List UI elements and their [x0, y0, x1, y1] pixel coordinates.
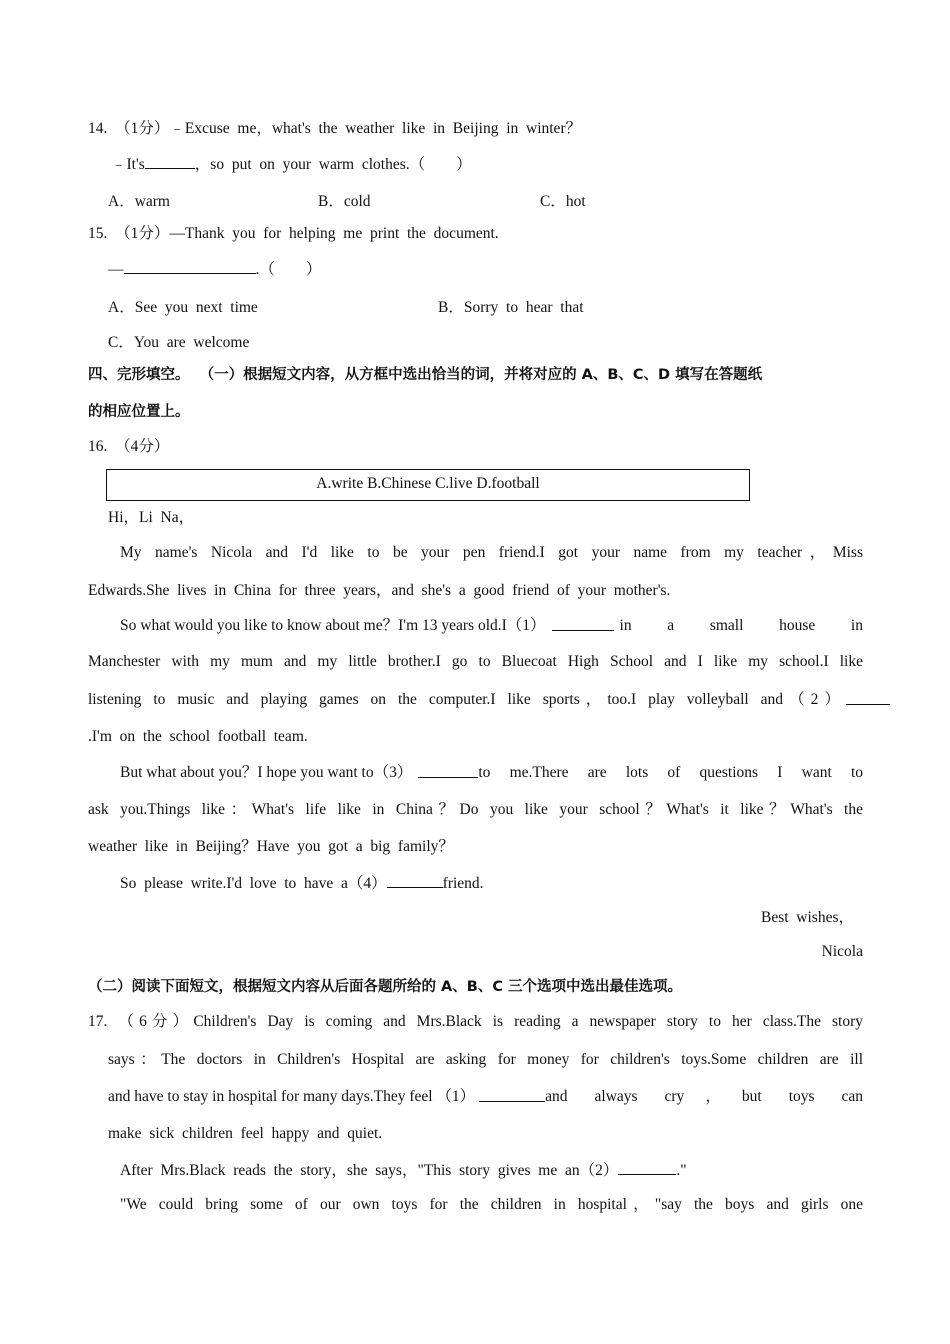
- q14-blank: [145, 154, 195, 169]
- letter-p2-line2: Manchester with my mum and my little brother.I go to Bluecoat High School and I like my school.I like: [88, 653, 863, 670]
- q14-response-suffix: ，so put on your warm clothes.（ ）: [194, 156, 472, 173]
- q15-response-suffix: .（ ）: [255, 261, 322, 278]
- q14-option-c: C．hot: [540, 193, 586, 210]
- q14-stem: 14. （1分）﹣Excuse me，what's the weather like in Beijing in winter？: [88, 120, 582, 137]
- q15-response: [108, 259, 321, 280]
- q14-response: [111, 154, 472, 175]
- letter-p4-text: So please write.I'd love to have a（4）: [120, 875, 387, 892]
- section4-heading-line1: 四、完形填空。 （一）根据短文内容，从方框中选出恰当的词，并将对应的 A、B、C、D 填写在答题纸: [88, 367, 763, 383]
- letter-blank-4: [387, 873, 443, 888]
- letter-blank-2: [846, 690, 890, 705]
- q17-line5-rest: .": [676, 1162, 687, 1179]
- q17-line2: says：The doctors in Children's Hospital are asking for money for children's toys.Some children are ill: [108, 1051, 863, 1068]
- letter-p3-line3: weather like in Beijing？Have you got a big family？: [88, 838, 454, 855]
- letter-p4-rest: friend.: [442, 875, 484, 892]
- letter-p1-line2: Edwards.She lives in China for three years，and she's a good friend of your mother's.: [88, 582, 671, 599]
- q15-option-b: B．Sorry to hear that: [438, 299, 584, 316]
- letter-p2-line4: .I'm on the school football team.: [88, 728, 308, 745]
- q14-response-prefix: ﹣It's: [111, 156, 145, 173]
- q17-line3-text: and have to stay in hospital for many days.They feel （1）: [108, 1088, 476, 1105]
- q17-blank-2: [618, 1160, 676, 1175]
- letter-p1-line1: My name's Nicola and I'd like to be your pen friend.I got your name from my teacher，Miss: [120, 544, 863, 561]
- q17-line3-rest: and always cry，but toys can: [545, 1088, 863, 1105]
- section4-heading-line2: 的相应位置上。: [88, 404, 190, 420]
- section4b-heading: （二）阅读下面短文，根据短文内容从后面各题所给的 A、B、C 三个选项中选出最佳选项。: [88, 979, 683, 995]
- q14-option-b: B．cold: [318, 193, 371, 210]
- letter-closing: Best wishes，: [760, 909, 854, 926]
- letter-p2-line1-rest: in a small house in: [619, 617, 863, 634]
- letter-blank-3: [418, 763, 478, 778]
- q15-stem: 15. （1分）—Thank you for helping me print the document.: [88, 225, 499, 242]
- q15-option-a: A．See you next time: [108, 299, 258, 316]
- q17-blank-1: [479, 1087, 545, 1102]
- q15-response-prefix: —: [108, 261, 124, 278]
- letter-p3-line1: [120, 763, 863, 783]
- q14-option-a: A．warm: [108, 193, 170, 210]
- q17-line3: [108, 1087, 863, 1107]
- letter-signature: Nicola: [821, 943, 863, 960]
- letter-p2-line3-text: listening to music and playing games on the computer.I like sports，too.I play volleyball and（2）: [88, 691, 840, 708]
- q17-line1: 17. （6分）Children's Day is coming and Mrs.Black is reading a newspaper story to her class.The story: [88, 1013, 863, 1030]
- letter-p2-line1-text: So what would you like to know about me？I'm 13 years old.I（1）: [120, 617, 546, 634]
- q17-line5-text: After Mrs.Black reads the story，she says，"This story gives me an（2）: [120, 1162, 619, 1179]
- letter-p3-line1-rest: to me.There are lots of questions I want to: [478, 764, 863, 781]
- letter-p3-line2: ask you.Things like：What's life like in China？Do you like your school？What's it like？What's the: [88, 801, 863, 818]
- q15-blank: [124, 259, 256, 274]
- q16-stem: 16. （4分）: [88, 438, 170, 455]
- letter-p4: [120, 873, 484, 894]
- letter-p3-line1-text: But what about you？I hope you want to（3）: [120, 764, 413, 781]
- q17-line6: "We could bring some of our own toys for the children in hospital，"say the boys and girls one: [120, 1196, 863, 1213]
- letter-blank-1: [552, 616, 614, 631]
- q15-option-c: C．You are welcome: [108, 334, 250, 351]
- letter-p2-line1: [120, 616, 863, 636]
- q17-line4: make sick children feel happy and quiet.: [108, 1125, 383, 1142]
- q17-line5: [120, 1160, 687, 1181]
- q16-word-box: A.write B.Chinese C.live D.football: [106, 469, 750, 501]
- letter-p2-line3: [88, 690, 890, 710]
- letter-greeting: Hi，Li Na，: [108, 509, 195, 526]
